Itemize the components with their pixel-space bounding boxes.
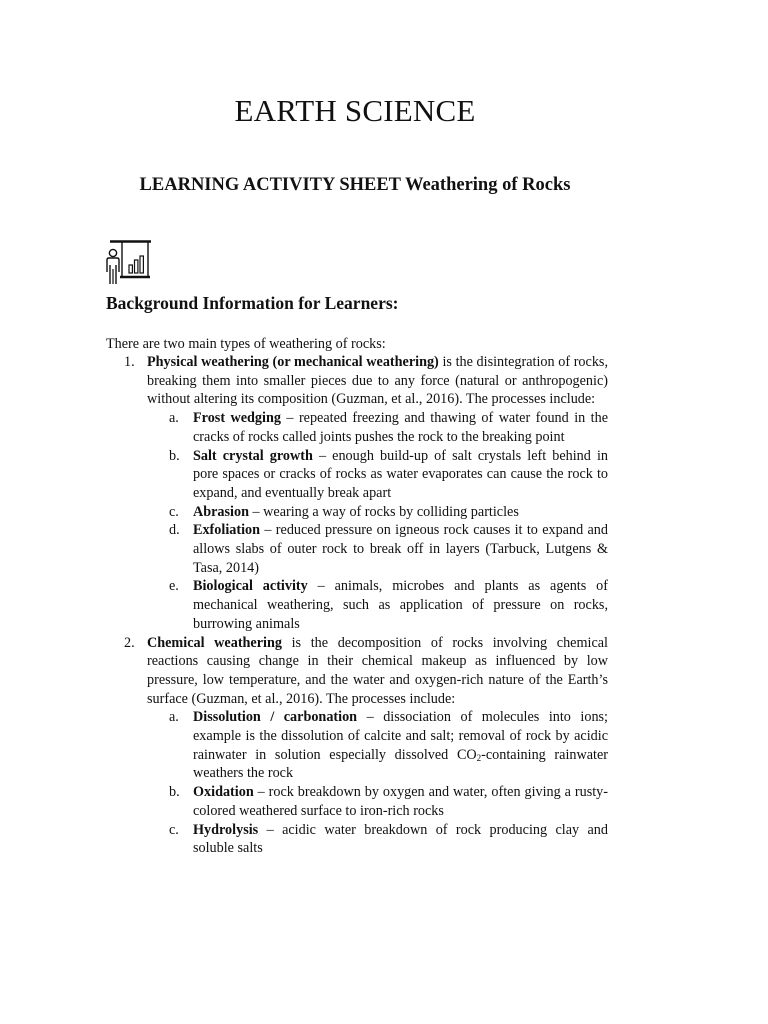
definition: – acidic water breakdown of rock producing clay and soluble salts xyxy=(193,821,608,857)
process-description xyxy=(193,409,608,446)
process-list xyxy=(147,708,608,858)
weathering-type-description xyxy=(147,353,608,409)
process-item xyxy=(147,821,608,858)
definition: is the decomposition of rocks involving chemical reactions causing change in their chemical makeup as influenced by low pressure, low temperature, and the water and oxygen-rich nature of the Earth’s surface (Guzman, et al., 2016). The processes include: xyxy=(147,634,608,707)
definition: – enough build-up of salt crystals left behind in pore spaces or cracks of rocks as water evaporates can cause the rock to expand, and eventually break apart xyxy=(193,447,608,501)
term: Exfoliation xyxy=(193,522,261,539)
list-letter: c. xyxy=(169,821,179,838)
page-title: EARTH SCIENCE xyxy=(234,93,476,128)
process-item xyxy=(147,521,608,577)
process-item xyxy=(147,708,608,783)
term: Hydrolysis xyxy=(193,821,259,838)
list-letter: c. xyxy=(169,503,179,520)
term: Oxidation xyxy=(193,784,254,801)
process-description xyxy=(193,708,608,783)
definition: – dissociation of molecules into ions; example is the dissolution of calcite and salt; removal of rock by acidic rainwater in solution especially dissolved xyxy=(193,709,608,763)
process-description xyxy=(193,447,608,503)
list-letter: b. xyxy=(169,447,180,464)
term: Chemical weathering xyxy=(147,634,282,651)
definition: is the disintegration of rocks, breaking them into smaller pieces due to any force (natural or anthropogenic) without altering its composition (Guzman, et al., 2016). The processes include: xyxy=(147,354,608,408)
process-description xyxy=(193,577,608,633)
presentation-board-icon xyxy=(103,239,153,285)
weathering-type-item xyxy=(106,353,608,634)
term: Dissolution / carbonation xyxy=(193,709,358,726)
weathering-type-description xyxy=(147,634,608,709)
definition: – repeated freezing and thawing of water found in the cracks of rocks called joints pushes the rock to the breaking point xyxy=(193,410,609,445)
weathering-types-list xyxy=(106,353,608,858)
definition: – rock breakdown by oxygen and water, often giving a rusty-colored weathered surface to iron-rich rocks xyxy=(193,784,608,819)
term: Physical weathering (or mechanical weathering) xyxy=(147,354,439,370)
definition: – animals, microbes and plants as agents of mechanical weathering, such as application of pressure on rocks, burrowing animals xyxy=(193,578,608,632)
page-subtitle: LEARNING ACTIVITY SHEET Weathering of Rocks xyxy=(139,175,571,195)
process-item xyxy=(147,409,608,446)
intro-text: There are two main types of weathering of rocks: xyxy=(106,336,386,352)
process-item xyxy=(147,503,608,522)
list-number: 1. xyxy=(124,354,135,370)
list-letter: e. xyxy=(169,578,179,595)
process-item xyxy=(147,447,608,503)
process-description xyxy=(193,821,608,858)
list-letter: b. xyxy=(169,784,180,801)
list-letter: a. xyxy=(169,410,179,427)
process-list xyxy=(147,409,608,633)
list-letter: a. xyxy=(169,709,179,726)
list-letter: d. xyxy=(169,522,180,539)
process-item xyxy=(147,577,608,633)
definition-continued: -containing rainwater weathers the rock xyxy=(193,746,608,782)
definition: – reduced pressure on igneous rock causes it to expand and allows slabs of outer rock to break off in layers (Tarbuck, Lutgens & Tasa, 2014) xyxy=(193,522,608,576)
term: Salt crystal growth xyxy=(193,447,313,464)
term: Biological activity xyxy=(193,578,308,595)
list-number: 2. xyxy=(124,634,135,651)
process-description xyxy=(193,503,608,522)
weathering-type-item xyxy=(106,634,608,858)
term: Abrasion xyxy=(193,503,249,520)
process-description xyxy=(193,521,608,577)
section-heading: Background Information for Learners: xyxy=(106,293,399,313)
chemical-formula: $CO_2$ xyxy=(456,746,482,763)
process-item xyxy=(147,783,608,820)
process-description xyxy=(193,783,608,820)
definition: – wearing a way of rocks by colliding particles xyxy=(248,503,519,520)
term: Frost wedging xyxy=(193,410,281,427)
